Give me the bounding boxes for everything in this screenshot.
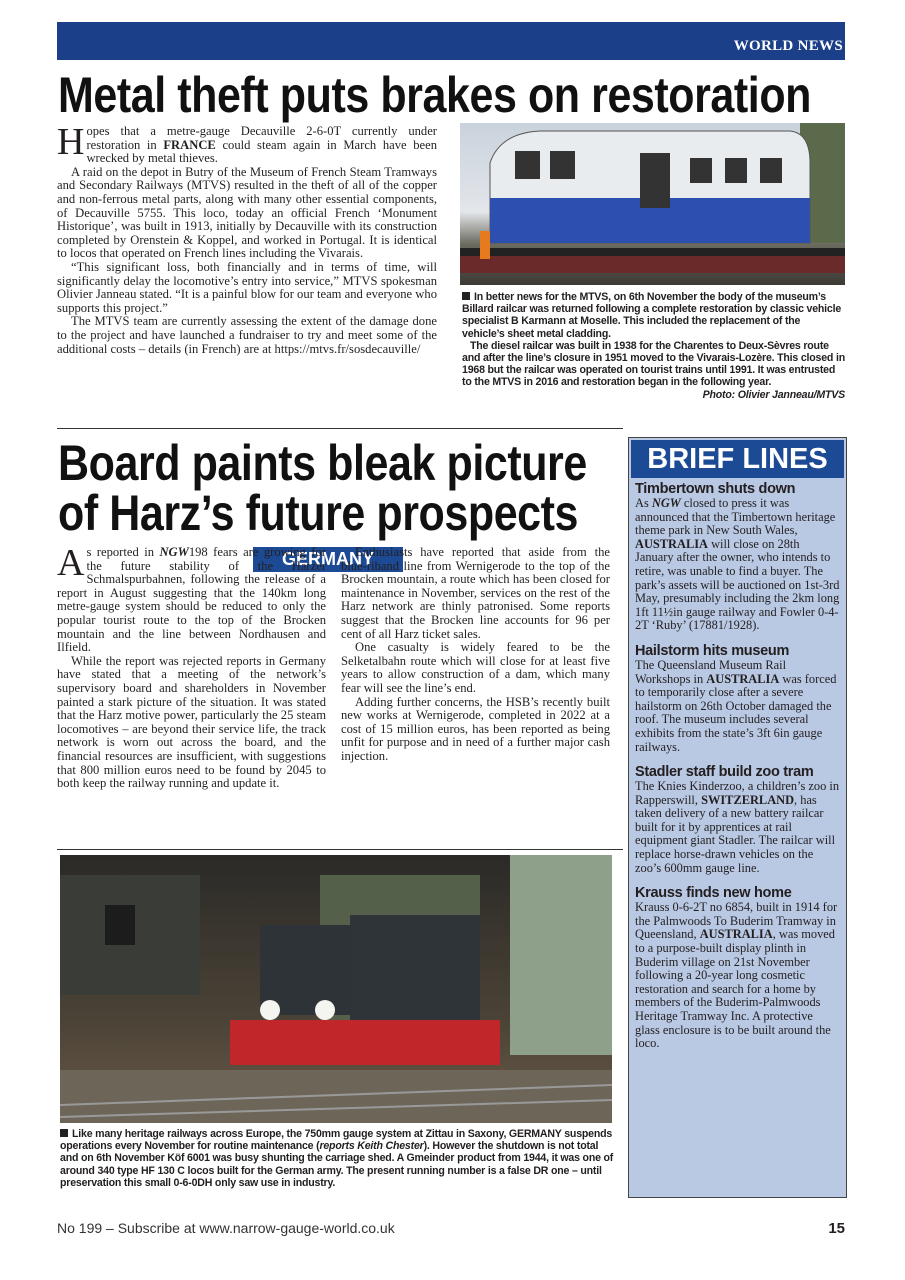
footer-text: No 199 – Subscribe at www.narrow-gauge-world.co.uk — [57, 1220, 395, 1236]
text: As — [635, 496, 652, 510]
brief-heading: Krauss finds new home — [635, 885, 792, 902]
magazine-name: NGW — [159, 545, 189, 559]
brief-text — [635, 497, 840, 633]
drop-cap: A — [57, 542, 85, 584]
article2-headline — [58, 435, 587, 541]
text: , has taken delivery of a new battery railcar built for it by apprentices at rail equipment giant Stadler. The railcar will replace horse-drawn vehicles on the zoo’s 600mm gauge line. — [635, 792, 836, 875]
text: closed to press it was announced that the Timbertown heritage theme park in New South Wales, — [635, 496, 836, 538]
paragraph: While the report was rejected reports in Germany have stated that a meeting of the network’s supervisory board and shareholders in November painted a stark picture of the situation. It was stated that the Harz motive power, particularly the 25 steam locomotives – are beyond their service life, the track network is worn out across the board, and the financial resources are insufficient, with suggestions that 800 million euros need to be found by 2045 to both keep the railway running and update it. — [57, 653, 326, 791]
divider — [57, 849, 623, 850]
country: AUSTRALIA — [706, 671, 780, 686]
country: SWITZERLAND — [701, 792, 795, 807]
brief-heading: Hailstorm hits museum — [635, 642, 790, 659]
text: will close on 28th January after the owner, who intends to retire, was unable to find a buyer. The park’s assets will be auctioned on 1st-3rd May, presumably including the 2km long 1ft 11½in gauge railway and Fowler 0-4-2T ‘Ruby’ (17881/1928). — [635, 536, 840, 633]
photo-credit: reports Keith Chester — [319, 1140, 424, 1153]
text: opes that a metre-gauge Decauville 2-6-0T currently under restoration in — [86, 124, 437, 152]
brief-heading: Timbertown shuts down — [635, 481, 796, 497]
paragraph: Enthusiasts have reported that aside from the blue-riband line from Wernigerode to the top of the Brocken mountain, a route which has been closed for maintenance in November, services on the rest of the Harz network are thinly patronised. Some reports suggest that the Brocken line accounts for 96 per cent of all Harz ticket sales. — [341, 545, 610, 641]
drop-cap: H — [57, 121, 85, 163]
brief-text — [635, 901, 840, 1051]
article2-body — [57, 542, 610, 846]
country: AUSTRALIA — [635, 536, 708, 551]
page-number: 15 — [828, 1220, 845, 1237]
caption-text: In better news for the MTVS, on 6th November the body of the museum’s Billard railcar was returned following a complete restoration by classic vehicle specialist B Karmann at Moselle. This included the replacement of the vehicle’s sheet metal cladding. — [462, 291, 842, 340]
caption-text: The diesel railcar was built in 1938 for the Charentes to Deux-Sèvres route and after the line’s closure in 1951 moved to the Vivarais-Lozère. This closed in 1968 but the railcar was operated on tourist trains until 1991. It was entrusted to the MTVS in 2016 and restoration began in the following year. — [462, 339, 845, 389]
locomotive-photo — [60, 855, 612, 1123]
text: The Knies Kinderzoo, a children’s zoo in Rapperswill, — [635, 779, 840, 807]
brief-text — [635, 659, 840, 754]
brief-lines-title: BRIEF LINES — [631, 440, 844, 478]
text: Krauss 0-6-2T no 6854, built in 1914 for the Palmwoods To Buderim Tramway in Queensland, — [635, 900, 838, 942]
text: could steam again in March have been wrecked by metal thieves. — [86, 137, 437, 166]
text: The Queensland Museum Rail Workshops in — [635, 657, 787, 686]
bullet-square-icon — [462, 292, 470, 300]
headline-line: of Harz’s future prospects — [58, 485, 579, 541]
locomotive-illustration — [60, 855, 612, 1123]
railcar-illustration — [460, 123, 845, 285]
paragraph: Adding further concerns, the HSB’s recently built new works at Wernigerode, completed in 2022 at a cost of 15 million euros, has been reported as being unfit for purpose and in need of a further major cash injection. — [341, 694, 610, 763]
divider — [57, 428, 623, 429]
paragraph: The MTVS team are currently assessing the extent of the damage done to the project and have launched a fundraiser to try and meet some of the additional costs – details (in French) are at https://mtvs.fr/sosdecauville/ — [57, 314, 437, 356]
text: was forced to temporarily close after a severe hailstorm on 26th October damaged the roof. The museum includes several exhibits from the state’s 3ft 6in gauge railways. — [635, 671, 837, 754]
section-bar — [57, 22, 845, 60]
paragraph: A raid on the depot in Butry of the Museum of French Steam Tramways and Secondary Railways (MTVS) resulted in the theft of all of the copper and non-ferrous metal parts, along with many other essential components, of Decauville 5755. This loco, today an official French ‘Monument Historique’, was built in 1913, initially by Decauville with its construction completed by Orenstein & Koppel, and worked in Portugal. It is identical to locos that operated on French lines including the Vivarais. — [57, 164, 437, 261]
country: FRANCE — [163, 137, 216, 152]
brief-heading: Stadler staff build zoo tram — [635, 764, 814, 781]
article1-headline: Metal theft puts brakes on restoration — [58, 67, 812, 123]
caption-text: Like many heritage railways across Europe, the 750mm gauge system at Zittau in Saxony, GERMANY suspends operations every November for routine maintenance ( — [60, 1128, 613, 1153]
text: 198 fears are growing for the future stability of the Harzer Schmalspurbahnen, following the release of a report in August suggesting that the 140km long metre-gauge system should be reduced to only the popular tourist route to the top of the Brocken mountain and the line between Nordhausen and Ilfield. — [57, 545, 326, 655]
photo-credit: Photo: Olivier Janneau/MTVS — [702, 388, 845, 401]
text: s reported in — [86, 545, 160, 559]
paragraph: “This significant loss, both financially and in terms of time, will significantly delay the locomotive’s entry into service,” MTVS spokesman Olivier Janneau stated. “It is a painful blow for our team and everyone who supports this project.” — [57, 259, 437, 315]
railcar-photo — [460, 123, 845, 285]
magazine-name: NGW — [651, 496, 681, 510]
brief-text — [635, 780, 840, 875]
brief-lines-box — [628, 437, 847, 1198]
country: AUSTRALIA — [699, 927, 773, 942]
headline-line: Board paints bleak picture — [58, 435, 587, 491]
text: , was moved to a purpose-built display plinth in Buderim village on 21st November following a 20-year long cosmetic restoration and search for a home by members of the Buderim-Palmwoods Heritage Tramway Inc. A protective glass enclosure is to be built around the loco. — [635, 927, 835, 1051]
country-tag: GERMANY — [253, 547, 403, 572]
caption-text: ). However the shutdown is not total and on 6th November Köf 6001 was busy shunting the carriage shed. A Gmeinder product from 1944, it was one of around 340 type HF 130 C locos built for the German army. The present running number is a false DR one – until preservation this small 0-6-0DH only saw use in industry. — [60, 1140, 614, 1189]
bullet-square-icon — [60, 1129, 68, 1137]
paragraph: One casualty is widely feared to be the Selketalbahn route which will close for at least five years to allow construction of a dam, which many fear will see the line’s end. — [341, 640, 610, 695]
article1-body — [57, 121, 437, 356]
section-label: WORLD NEWS — [733, 38, 843, 54]
article1-caption — [462, 291, 845, 401]
article2-caption — [60, 1128, 615, 1189]
